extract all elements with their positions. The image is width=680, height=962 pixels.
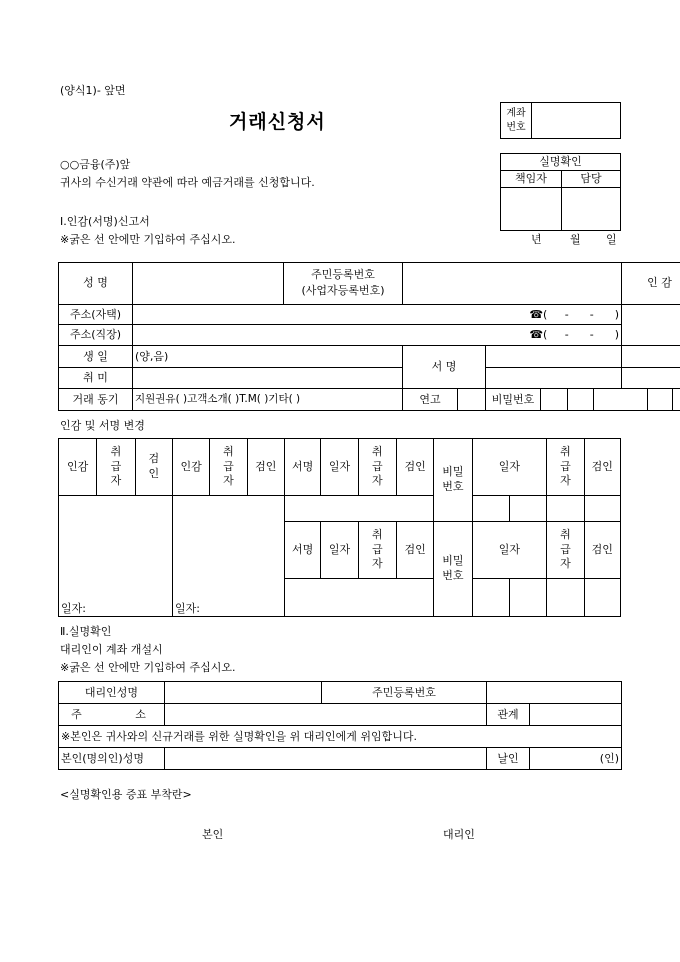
date-header: 일자: [321, 439, 358, 496]
relation-field[interactable]: [458, 389, 486, 411]
birthday-type: (양,음): [135, 349, 169, 363]
seal-stamp-label: 날인: [487, 748, 530, 770]
seal-change-area-2[interactable]: [172, 496, 284, 617]
manager-stamp-field[interactable]: [501, 188, 562, 231]
agent-address-field[interactable]: [165, 704, 487, 726]
signature-label: 서 명: [403, 346, 486, 389]
delegation-text: ※본인은 귀사와의 신규거래를 위한 실명확인을 위 대리인에게 위임합니다.: [59, 726, 622, 748]
hobby-label: 취 미: [59, 368, 133, 389]
signature-field-2[interactable]: [486, 368, 622, 389]
seal-stamp-field[interactable]: [530, 748, 622, 770]
form-label: (양식1)- 앞면: [60, 84, 126, 97]
date-header: 일자: [321, 522, 358, 579]
seal-mark: (인): [599, 751, 619, 765]
password-extra: [673, 389, 680, 411]
hobby-field[interactable]: [133, 368, 403, 389]
phone-format: ( - - ): [543, 328, 619, 342]
seal-extra-field-2[interactable]: [622, 368, 680, 389]
staff-stamp-field[interactable]: [562, 188, 621, 231]
phone-icon: ☎: [529, 328, 544, 342]
date-header: 일자: [472, 522, 547, 579]
registration-form: [58, 262, 680, 411]
change-cell[interactable]: [472, 496, 509, 522]
seal-header: 인감: [59, 439, 97, 496]
handler-header: 취 급 자: [547, 522, 584, 579]
password-digit-4[interactable]: [648, 389, 673, 411]
birthday-field[interactable]: [133, 346, 403, 368]
name-label: 성 명: [59, 263, 133, 305]
sign-change-row-2[interactable]: [284, 579, 433, 617]
sign-change-row-1[interactable]: [284, 496, 433, 522]
inspect-header: 검인: [584, 439, 620, 496]
password-digit-3[interactable]: [594, 389, 648, 411]
password-label: 비밀번호: [486, 389, 541, 411]
addr-home-field[interactable]: [133, 304, 622, 325]
seal-change-area-1[interactable]: [59, 496, 173, 617]
date-year: 년: [531, 233, 542, 246]
verification-box: [500, 153, 621, 231]
verification-staff: 담당: [562, 171, 621, 188]
handler-header: 취 급 자: [210, 439, 247, 496]
change-heading: 인감 및 서명 변경: [60, 419, 145, 432]
change-cell[interactable]: [509, 579, 546, 617]
attachment-heading: <실명확인용 증표 부착란>: [60, 788, 192, 801]
change-cell[interactable]: [584, 579, 620, 617]
addr-work-label: 주소(직장): [59, 325, 133, 346]
change-cell[interactable]: [472, 579, 509, 617]
attachment-agent: 대리인: [443, 828, 475, 841]
motive-options[interactable]: 지원권유( )고객소개( )T.M( )기타( ): [133, 389, 403, 411]
phone-format: ( - - ): [543, 307, 619, 321]
change-cell[interactable]: [547, 579, 584, 617]
seal-field[interactable]: [622, 304, 680, 346]
birthday-label: 생 일: [59, 346, 133, 368]
seal-header: 인감: [172, 439, 209, 496]
section1-heading: Ⅰ.인감(서명)신고서: [60, 215, 150, 228]
password-digit-1[interactable]: [541, 389, 568, 411]
inspect-header: 검인: [396, 439, 433, 496]
date-colon-label: 일자:: [174, 602, 200, 616]
rrn-field[interactable]: [403, 263, 622, 305]
change-cell[interactable]: [584, 496, 620, 522]
signature-field-1[interactable]: [486, 346, 622, 368]
password-digit-2[interactable]: [568, 389, 594, 411]
relation-field[interactable]: [530, 704, 622, 726]
agent-note: 대리인이 계좌 개설시: [60, 643, 163, 656]
rrn-label: 주민등록번호 (사업자등록번호): [284, 263, 403, 305]
seal-label: 인 감: [622, 263, 680, 305]
change-table: [58, 438, 621, 617]
relation-label: 연고: [403, 389, 458, 411]
request-text: 귀사의 수신거래 약관에 따라 예금거래를 신청합니다.: [60, 176, 315, 189]
date-day: 일: [606, 233, 617, 246]
page-title: 거래신청서: [229, 111, 326, 133]
account-number-label: 계좌 번호: [501, 103, 532, 139]
section1-note: ※굵은 선 안에만 기입하여 주십시오.: [60, 233, 236, 246]
agent-name-label: 대리인성명: [59, 682, 165, 704]
handler-header: 취 급 자: [97, 439, 135, 496]
date-colon-label: 일자:: [61, 602, 86, 616]
handler-header: 취 급 자: [358, 522, 396, 579]
motive-label: 거래 동기: [59, 389, 133, 411]
agent-form: [58, 681, 622, 770]
verification-manager: 책임자: [501, 171, 562, 188]
agent-name-field[interactable]: [165, 682, 322, 704]
inspect-header: 검인: [396, 522, 433, 579]
inspect-header: 검 인: [135, 439, 172, 496]
addr-work-field[interactable]: [133, 325, 622, 346]
section2-note: ※굵은 선 안에만 기입하여 주십시오.: [60, 661, 236, 674]
section2-heading: Ⅱ.실명확인: [60, 625, 112, 638]
attachment-principal: 본인: [202, 828, 224, 841]
date-month: 월: [570, 233, 581, 246]
sign-header: 서명: [284, 439, 320, 496]
relation-label: 관계: [487, 704, 530, 726]
agent-rrn-label: 주민등록번호: [322, 682, 487, 704]
inspect-header: 검인: [247, 439, 284, 496]
date-header: 일자: [472, 439, 547, 496]
principal-name-label: 본인(명의인)성명: [59, 748, 165, 770]
inspect-header: 검인: [584, 522, 620, 579]
password-header: 비밀 번호: [434, 439, 472, 522]
name-field[interactable]: [133, 263, 284, 305]
principal-name-field[interactable]: [165, 748, 487, 770]
handler-header: 취 급 자: [358, 439, 396, 496]
agent-rrn-field[interactable]: [487, 682, 622, 704]
phone-icon: ☎: [529, 307, 544, 321]
account-number-field[interactable]: [532, 103, 621, 139]
sign-header: 서명: [284, 522, 320, 579]
password-header: 비밀 번호: [434, 522, 472, 617]
change-cell[interactable]: [547, 496, 584, 522]
change-cell[interactable]: [509, 496, 546, 522]
seal-extra-field-1[interactable]: [622, 346, 680, 368]
account-number-box: [500, 102, 621, 139]
handler-header: 취 급 자: [547, 439, 584, 496]
bank-addressee: ○○금융(주)앞: [60, 158, 131, 171]
verification-title: 실명확인: [501, 154, 621, 171]
agent-address-label: 주 소: [59, 704, 165, 726]
addr-home-label: 주소(자택): [59, 304, 133, 325]
